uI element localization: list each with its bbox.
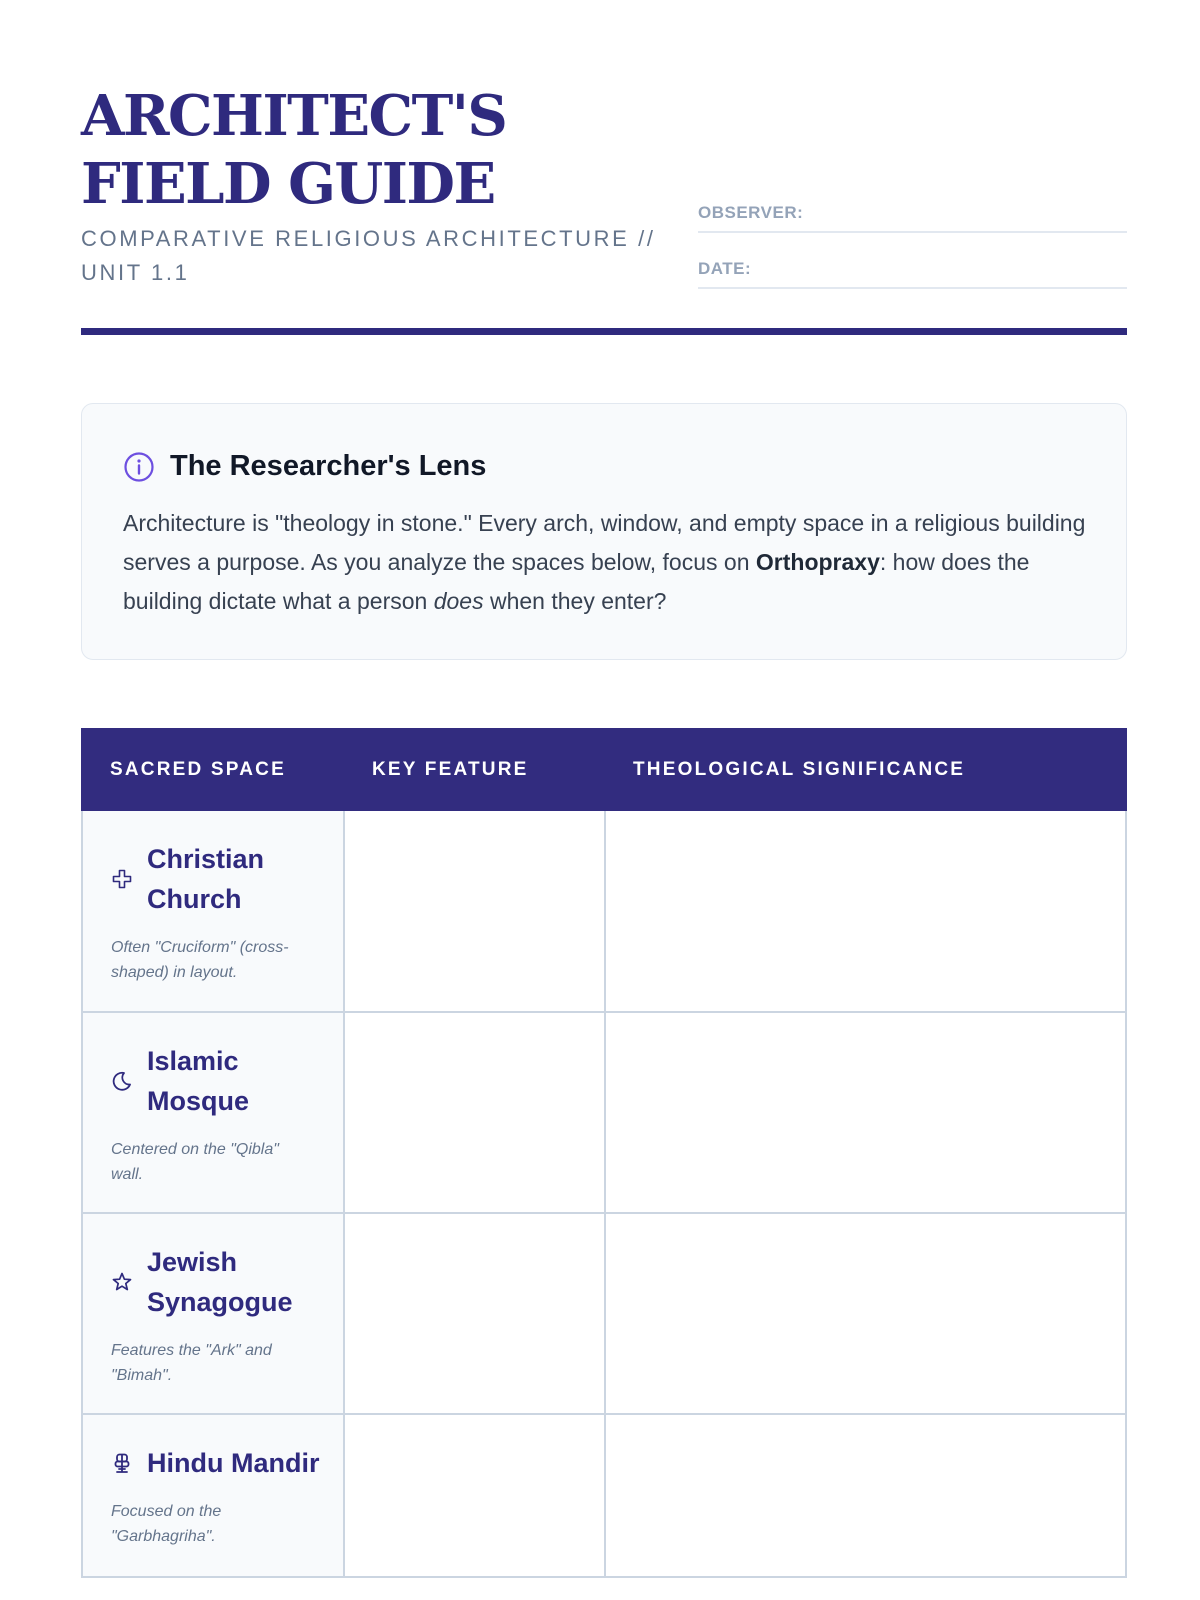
cross-icon xyxy=(111,868,133,890)
page-title: ARCHITECT'S FIELD GUIDE xyxy=(81,83,507,217)
space-name: Islamic Mosque xyxy=(147,1046,250,1116)
space-name: Christian Church xyxy=(147,844,265,914)
space-note: Focused on the "Garbhagriha". xyxy=(111,1503,222,1545)
lens-heading xyxy=(123,450,486,483)
space-heading xyxy=(111,1242,323,1322)
table-row xyxy=(81,1214,1127,1415)
star-icon xyxy=(111,1271,133,1293)
space-name: Jewish Synagogue xyxy=(147,1247,293,1317)
sacred-space-cell xyxy=(83,811,345,1011)
header-divider xyxy=(81,328,1127,335)
temple-icon xyxy=(111,1452,133,1474)
space-heading xyxy=(111,839,323,919)
sacred-space-cell xyxy=(83,1013,345,1212)
lens-text-italic: does xyxy=(433,588,484,614)
column-header-key-feature: KEY FEATURE xyxy=(372,758,529,780)
lens-text-part: Architecture is "theology in stone." Every arch, window, and empty space in a religious building serves a purpose. As you analyze the spaces below, focus on xyxy=(123,510,1086,575)
observer-field[interactable] xyxy=(698,196,1127,233)
meta-fields xyxy=(698,196,1127,289)
space-note: Features the "Ark" and "Bimah". xyxy=(111,1342,272,1384)
lens-title: The Researcher's Lens xyxy=(170,450,487,482)
worksheet-header xyxy=(81,0,1127,336)
space-heading xyxy=(111,1443,323,1483)
space-heading xyxy=(111,1041,323,1121)
info-icon xyxy=(123,451,155,483)
space-name: Hindu Mandir xyxy=(147,1448,320,1478)
theological-significance-cell[interactable] xyxy=(606,811,1129,1011)
key-feature-cell[interactable] xyxy=(345,1415,606,1576)
lens-text-part: when they enter? xyxy=(483,588,667,614)
date-label: DATE: xyxy=(698,259,752,278)
worksheet-page xyxy=(81,0,1127,1545)
table-row xyxy=(81,811,1127,1013)
key-feature-cell[interactable] xyxy=(345,1013,606,1212)
lens-text-part: : how does the building dictate what a person xyxy=(123,549,1030,614)
lens-text-bold: Orthopraxy xyxy=(755,549,880,575)
date-field[interactable] xyxy=(698,233,1127,289)
page-subtitle: COMPARATIVE RELIGIOUS ARCHITECTURE // UNIT 1.1 xyxy=(81,226,656,285)
table-header xyxy=(81,728,1127,811)
key-feature-cell[interactable] xyxy=(345,1214,606,1413)
researchers-lens-box xyxy=(81,403,1127,660)
observer-label: OBSERVER: xyxy=(698,203,804,222)
table-row xyxy=(81,1415,1127,1578)
key-feature-cell[interactable] xyxy=(345,811,606,1011)
space-note: Centered on the "Qibla" wall. xyxy=(111,1141,279,1183)
space-note: Often "Cruciform" (cross-shaped) in layout. xyxy=(111,939,289,981)
column-header-sacred-space: SACRED SPACE xyxy=(110,758,286,780)
theological-significance-cell[interactable] xyxy=(606,1415,1129,1576)
sacred-space-cell xyxy=(83,1415,345,1576)
comparison-table xyxy=(81,728,1127,1578)
column-header-theological-significance: THEOLOGICAL SIGNIFICANCE xyxy=(633,758,966,780)
table-row xyxy=(81,1013,1127,1214)
sacred-space-cell xyxy=(83,1214,345,1413)
crescent-moon-icon xyxy=(111,1070,133,1092)
theological-significance-cell[interactable] xyxy=(606,1013,1129,1212)
theological-significance-cell[interactable] xyxy=(606,1214,1129,1413)
lens-text xyxy=(123,504,1093,621)
